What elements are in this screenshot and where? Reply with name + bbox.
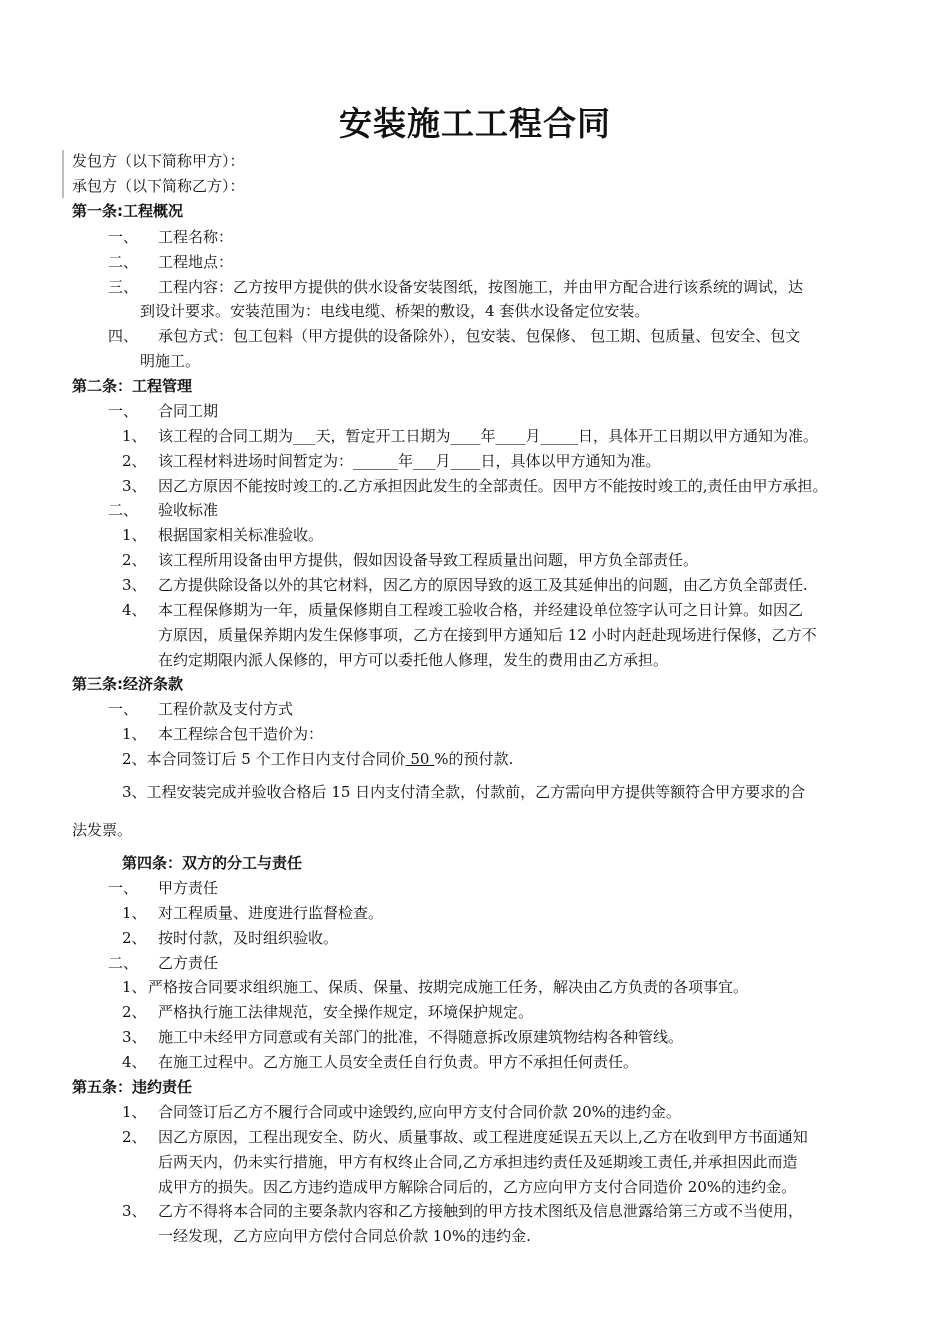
article-1-item-num: 三、 (108, 278, 139, 296)
party-a-line: 发包方（以下简称甲方）： (72, 152, 245, 170)
article-1-item-text: 工程地点： (158, 253, 234, 271)
article-4-heading: 第四条：双方的分工与责任 (122, 854, 303, 872)
clause-num: 1、 (122, 427, 147, 445)
clause-num: 3、 (122, 477, 147, 495)
clause-num: 2、 (122, 551, 147, 569)
advance-payment-percent: 50 (405, 750, 435, 768)
clause-cont: 方原因，质量保养期内发生保修事项，乙方在接到甲方通知后 12 小时内赶赴现场进行保修，乙方不 (158, 626, 817, 644)
section-num: 二、 (108, 954, 139, 972)
clause-cont: 一经发现，乙方应向甲方偿付合同总价款 10%的违约金. (158, 1227, 531, 1245)
clause-text: 严格执行施工法律规范，安全操作规定，环境保护规定。 (158, 1003, 534, 1021)
section-title: 工程价款及支付方式 (158, 700, 294, 718)
clause-text: 乙方提供除设备以外的其它材料，因乙方的原因导致的返工及其延伸出的问题，由乙方负全部责任. (158, 576, 808, 594)
clause-text: 对工程质量、进度进行监督检查。 (158, 904, 384, 922)
clause-num: 3、 (122, 1202, 147, 1220)
clause-cont: 在约定期限内派人保修的，甲方可以委托他人修理，发生的费用由乙方承担。 (158, 651, 669, 669)
article-1-item-cont: 明施工。 (140, 352, 201, 370)
clause-num: 2、 (122, 452, 147, 470)
clause-num: 4、 (122, 601, 147, 619)
section-title: 乙方责任 (158, 954, 219, 972)
section-title: 验收标准 (158, 501, 219, 519)
clause-text: 严格按合同要求组织施工、保质、保量、按期完成施工任务，解决由乙方负责的各项事宜。 (148, 978, 749, 996)
clause-text: 本工程保修期为一年，质量保修期自工程竣工验收合格，并经建设单位签字认可之日计算。如因乙 (158, 601, 804, 619)
clause-text: 本工程综合包干造价为： (158, 725, 324, 743)
clause-num: 4、 (122, 1053, 147, 1071)
advance-payment-clause (122, 749, 513, 769)
article-2-heading: 第二条：工程管理 (72, 377, 193, 395)
section-num: 一、 (108, 700, 139, 718)
article-1-heading: 第一条:工程概况 (72, 202, 183, 220)
clause-num: 2、 (122, 1128, 147, 1146)
article-1-item-num: 一、 (108, 228, 139, 246)
party-b-line: 承包方（以下简称乙方）： (72, 177, 245, 195)
clause-text: 根据国家相关标准验收。 (158, 526, 324, 544)
article-1-item-cont: 到设计要求。安装范围为：电线电缆、桥架的敷设，4 套供水设备定位安装。 (140, 302, 650, 320)
clause-cont: 法发票。 (72, 821, 133, 839)
article-1-item-text: 工程内容：乙方按甲方提供的供水设备安装图纸，按图施工，并由甲方配合进行该系统的调试，达 (158, 278, 804, 296)
clause-cont: 成甲方的损失。因乙方违约造成甲方解除合同后的，乙方应向甲方支付合同造价 20%的违约金。 (158, 1178, 797, 1196)
clause-num: 1、 (122, 978, 147, 996)
clause-num: 2、 (122, 1003, 147, 1021)
clause-num: 1、 (122, 904, 147, 922)
clause-cont: 后两天内，仍未实行措施，甲方有权终止合同,乙方承担违约责任及延期竣工责任,并承担因此而造 (158, 1153, 798, 1171)
article-1-item-num: 二、 (108, 253, 139, 271)
clause-text-post: %的预付款. (434, 750, 514, 768)
article-1-item-text: 工程名称： (158, 228, 234, 246)
section-num: 一、 (108, 402, 139, 420)
section-title: 甲方责任 (158, 879, 219, 897)
clause-num: 3、 (122, 1028, 147, 1046)
clause-text: 3、工程安装完成并验收合格后 15 日内支付清全款，付款前，乙方需向甲方提供等额符合甲方要求的合 (122, 783, 806, 801)
article-1-item-num: 四、 (108, 327, 139, 345)
section-title: 合同工期 (158, 402, 219, 420)
article-1-item-text: 承包方式：包工包料（甲方提供的设备除外），包安装、包保修、 包工期、包质量、包安全、包文 (158, 327, 801, 345)
clause-text: 因乙方原因不能按时竣工的.乙方承担因此发生的全部责任。因甲方不能按时竣工的,责任由甲方承担。 (158, 477, 828, 495)
document-title: 安装施工工程合同 (339, 104, 611, 143)
clause-text: 该工程材料进场时间暂定为：______年___月____日，具体以甲方通知为准。 (158, 452, 661, 470)
clause-text: 合同签订后乙方不履行合同或中途毁约,应向甲方支付合同价款 20%的违约金。 (158, 1103, 681, 1121)
article-5-heading: 第五条：违约责任 (72, 1078, 193, 1096)
clause-text: 该工程的合同工期为___天，暂定开工日期为____年____月_____日，具体开工日期以甲方通知为准。 (158, 427, 819, 445)
clause-text-pre: 2、本合同签订后 5 个工作日内支付合同价 (122, 750, 406, 768)
clause-num: 2、 (122, 929, 147, 947)
margin-marker (62, 150, 64, 198)
clause-text: 按时付款，及时组织验收。 (158, 929, 339, 947)
clause-text: 该工程所用设备由甲方提供，假如因设备导致工程质量出问题，甲方负全部责任。 (158, 551, 699, 569)
clause-text: 施工中未经甲方同意或有关部门的批准，不得随意拆改原建筑物结构各种管线。 (158, 1028, 684, 1046)
clause-text: 乙方不得将本合同的主要条款内容和乙方接触到的甲方技术图纸及信息泄露给第三方或不当使用， (158, 1202, 804, 1220)
section-num: 一、 (108, 879, 139, 897)
clause-num: 1、 (122, 1103, 147, 1121)
clause-text: 因乙方原因，工程出现安全、防火、质量事故、或工程进度延误五天以上,乙方在收到甲方书面通知 (158, 1128, 808, 1146)
clause-num: 3、 (122, 576, 147, 594)
section-num: 二、 (108, 501, 139, 519)
clause-num: 1、 (122, 526, 147, 544)
article-3-heading: 第三条:经济条款 (72, 675, 183, 693)
clause-text: 在施工过程中。乙方施工人员安全责任自行负责。甲方不承担任何责任。 (158, 1053, 639, 1071)
clause-num: 1、 (122, 725, 147, 743)
